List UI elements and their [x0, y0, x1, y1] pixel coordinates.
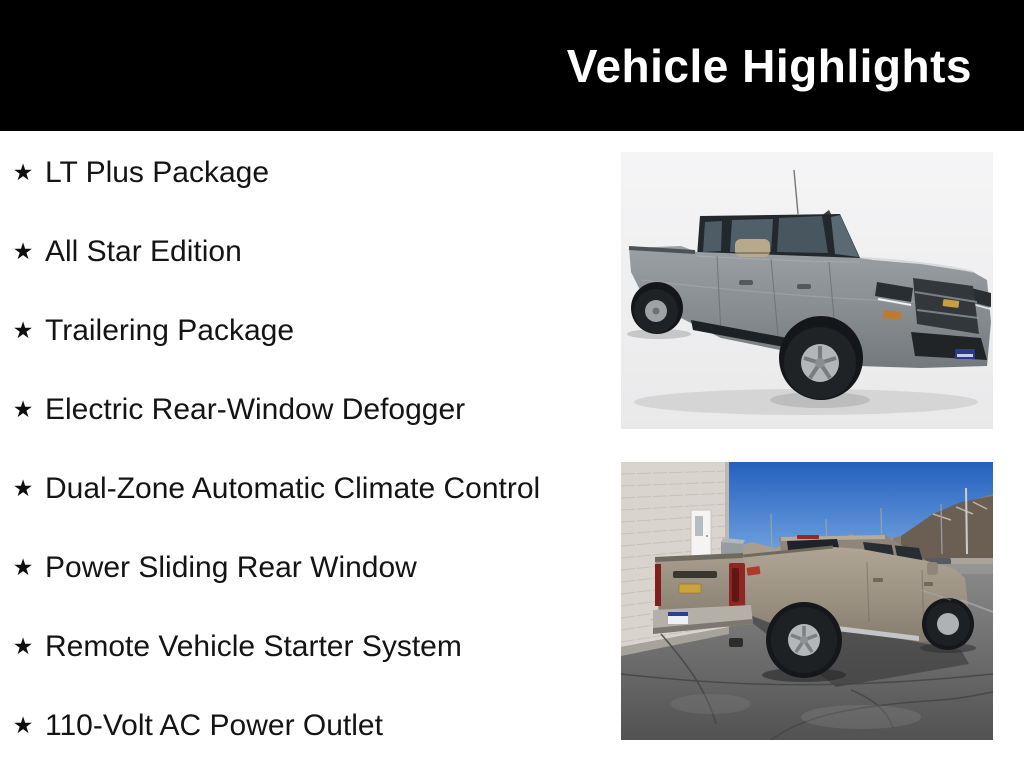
list-item: [10, 370, 610, 449]
truck-rear-illustration: [621, 462, 993, 740]
truck-rear-photo: [621, 462, 993, 740]
star-bullet-icon: ★: [12, 238, 34, 264]
highlights-list: [10, 131, 610, 765]
star-bullet-icon: ★: [12, 159, 34, 185]
list-item: [10, 686, 610, 765]
truck-front-photo: [621, 152, 993, 429]
header-banner: [0, 0, 1024, 131]
list-item: [10, 449, 610, 528]
list-item: [10, 291, 610, 370]
star-bullet-icon: ★: [12, 712, 34, 738]
star-bullet-icon: ★: [12, 554, 34, 580]
highlight-text: 110-Volt AC Power Outlet: [45, 708, 383, 742]
highlight-text: Trailering Package: [45, 313, 295, 347]
page-title: Vehicle Highlights: [566, 39, 972, 92]
highlight-text: Remote Vehicle Starter System: [45, 629, 462, 663]
star-bullet-icon: ★: [12, 633, 34, 659]
truck-front-illustration: [621, 152, 993, 429]
highlight-text: Electric Rear-Window Defogger: [45, 392, 466, 426]
list-item: [10, 133, 610, 212]
star-bullet-icon: ★: [12, 317, 34, 343]
highlight-text: LT Plus Package: [45, 155, 270, 189]
list-item: [10, 528, 610, 607]
star-bullet-icon: ★: [12, 475, 34, 501]
highlight-text: Dual-Zone Automatic Climate Control: [45, 471, 541, 505]
highlight-text: All Star Edition: [45, 234, 242, 268]
highlight-text: Power Sliding Rear Window: [45, 550, 417, 584]
list-item: [10, 607, 610, 686]
list-item: [10, 212, 610, 291]
star-bullet-icon: ★: [12, 396, 34, 422]
